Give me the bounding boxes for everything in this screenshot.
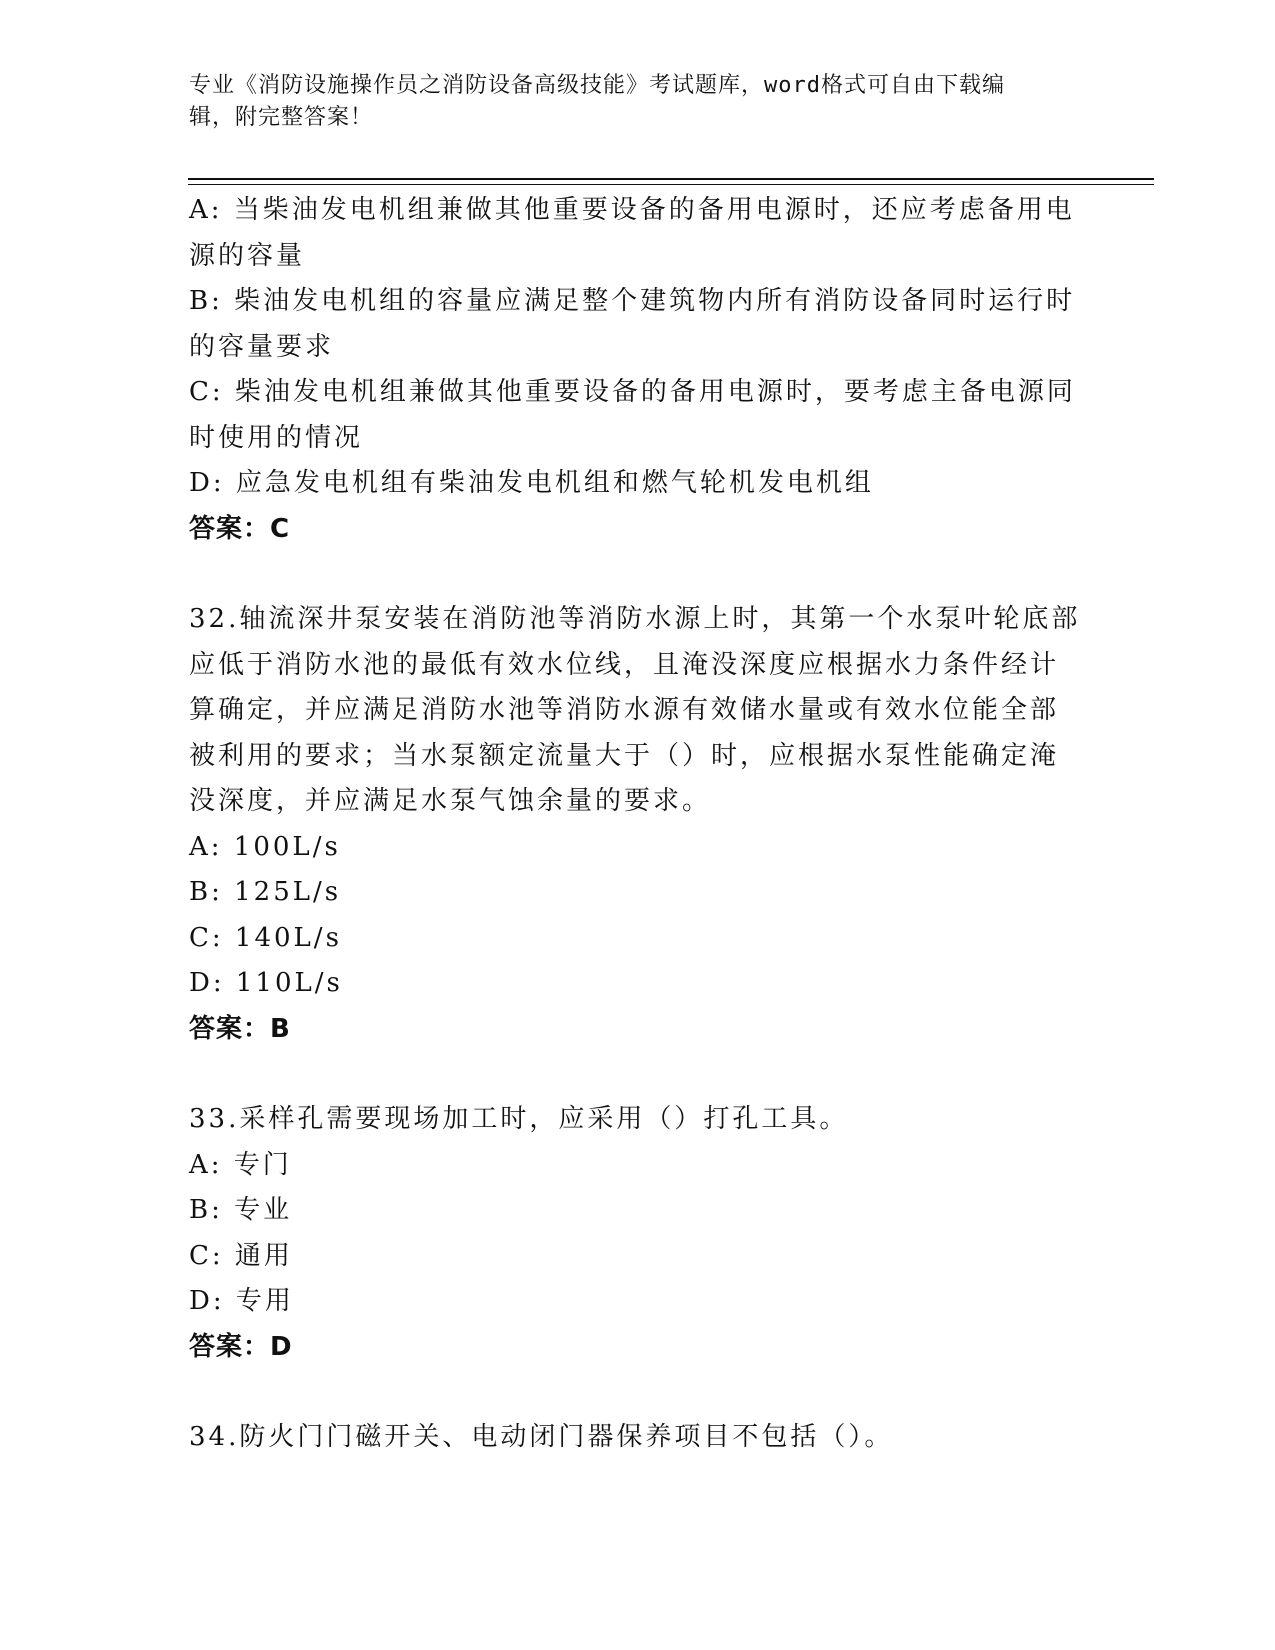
option-c-line-1: C: 柴油发电机组兼做其他重要设备的备用电源时，要考虑主备电源同 [189, 377, 1076, 407]
question-32 [189, 597, 1089, 1052]
answer: 答案：B [189, 1013, 291, 1044]
question-stem: 33.采样孔需要现场加工时，应采用（）打孔工具。 [189, 1104, 849, 1134]
question-stem-line-5: 没深度，并应满足水泵气蚀余量的要求。 [189, 786, 712, 816]
question-list [189, 188, 1089, 1461]
question-stem-line-1: 32.轴流深井泵安装在消防池等消防水源上时，其第一个水泵叶轮底部 [189, 604, 1081, 634]
question-34 [189, 1415, 1089, 1461]
header-rule-thick [188, 178, 1154, 180]
question-stem-line-4: 被利用的要求；当水泵额定流量大于（）时，应根据水泵性能确定淹 [189, 740, 1060, 771]
header-line-2: 辑，附完整答案！ [189, 105, 374, 130]
option-a-line-2: 源的容量 [189, 240, 306, 271]
option-b: B: 专业 [189, 1195, 293, 1225]
option-c: C: 140L/s [189, 922, 342, 953]
header-line-1: 专业《消防设施操作员之消防设备高级技能》考试题库，word格式可自由下载编 [189, 73, 1005, 98]
option-d: D: 应急发电机组有柴油发电机组和燃气轮机发电机组 [189, 468, 874, 498]
question-33 [189, 1097, 1089, 1370]
question-31 [189, 188, 1089, 552]
option-b-line-2: 的容量要求 [189, 331, 335, 362]
option-c-line-2: 时使用的情况 [189, 422, 364, 453]
option-d: D: 专用 [189, 1286, 294, 1316]
option-b-line-1: B: 柴油发电机组的容量应满足整个建筑物内所有消防设备同时运行时 [189, 286, 1076, 316]
question-stem: 34.防火门门磁开关、电动闭门器保养项目不包括（）。 [189, 1422, 894, 1452]
document-header [189, 70, 1069, 134]
header-rule-thin [188, 184, 1154, 185]
option-a-line-1: A: 当柴油发电机组兼做其他重要设备的备用电源时，还应考虑备用电 [189, 195, 1075, 225]
option-b: B: 125L/s [189, 877, 342, 907]
option-d: D: 110L/s [189, 968, 343, 998]
answer: 答案：C [189, 513, 291, 544]
answer: 答案：D [189, 1331, 293, 1362]
question-stem-line-3: 算确定，并应满足消防水池等消防水源有效储水量或有效水位能全部 [189, 695, 1060, 725]
option-a: A: 100L/s [189, 831, 341, 862]
option-a: A: 专门 [189, 1149, 292, 1180]
question-stem-line-2: 应低于消防水池的最低有效水位线，且淹没深度应根据水力条件经计 [189, 649, 1060, 680]
option-c: C: 通用 [189, 1240, 293, 1271]
